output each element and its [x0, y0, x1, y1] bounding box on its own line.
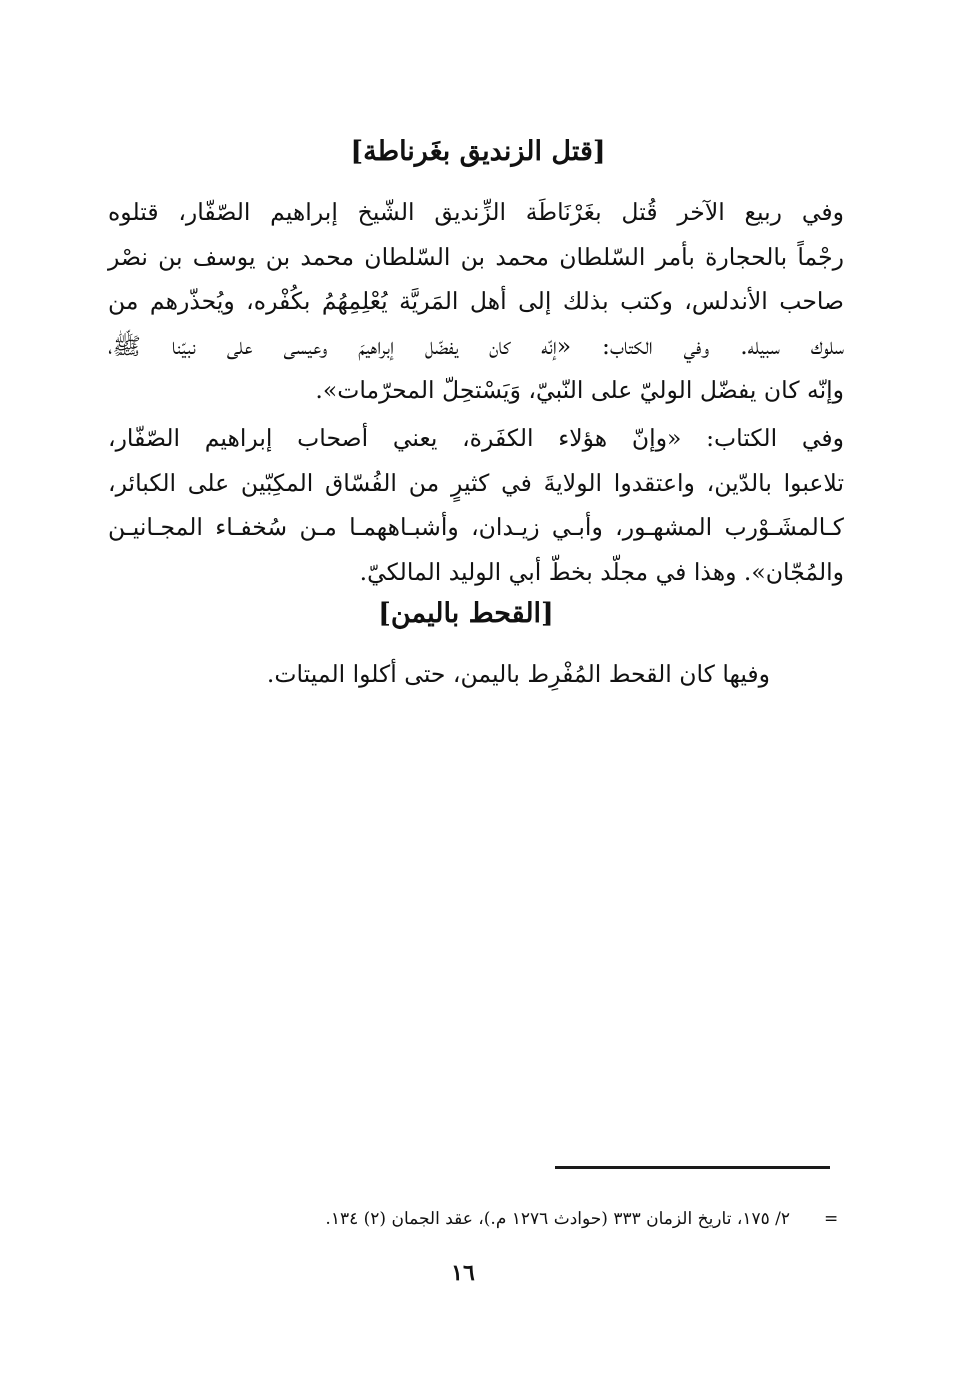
page-number: ١٦ — [451, 1260, 475, 1286]
paragraph-line: والمُجّان». وهذا في مجلّد بخطّ أبي الوليد المالكيّ. — [359, 557, 844, 586]
paragraph-line: وفي الكتاب: «وإنّ هؤلاء الكفَرة، يعني أصحاب إبراهيم الصّفّار، — [108, 424, 844, 452]
paragraph-line: رجْماً بالحجارة بأمر السّلطان محمد بن السّلطان محمد بن يوسف بن نصْر — [108, 242, 844, 271]
footnote-text: ٢/ ١٧٥، تاريخ الزمان ٣٣٣ (حوادث ١٢٧٦ م.)، عقد الجمان (٢) ١٣٤. — [325, 1209, 790, 1229]
footnote-divider — [555, 1166, 830, 1169]
section-heading-famine: [القحط باليمن] — [378, 598, 554, 629]
paragraph-1 — [108, 190, 844, 413]
section-heading-zindiq: [قتل الزنديق بغَرناطة] — [350, 136, 606, 167]
paragraph-line: تلاعبوا بالدّين، واعتقدوا الولايةَ في كثيرٍ من الفُسّاق المكِبّين على الكبائر، — [108, 468, 844, 497]
paragraph-3 — [120, 652, 770, 697]
paragraph-line: وإنّه كان يفضّل الوليّ على النّبيّ، وَيَسْتحِلّ المحرّمات». — [315, 376, 844, 404]
paragraph-line: سلوك سبيله. وفي الكتاب: «إنّه كان يفضّل إبراهيمَ وعيسى على نبيّنا ﷺ، — [108, 331, 844, 360]
footnote-continuation-marker: = — [824, 1209, 839, 1229]
paragraph-line: وفي ربيع الآخر قُتل بغَرْنَاطَة الزِّنديق الشّيخ إبراهيم الصّفّار، قتلوه — [108, 198, 844, 226]
paragraph-2 — [108, 416, 844, 594]
paragraph-line: صاحب الأندلس، وكتب بذلك إلى أهل المَريَّة يُعْلِمِهُمُ بكُفْره، ويُحذّرهم من — [108, 287, 844, 315]
paragraph-line: وفيها كان القحط المُفْرِط باليمن، حتى أكلوا الميتات. — [266, 660, 770, 688]
paragraph-line: كـالمشَـوْرب المشهـور، وأبـي زيـدان، وأشبـاههمـا مـن سُخفـاء المجـانيـن — [108, 513, 844, 541]
